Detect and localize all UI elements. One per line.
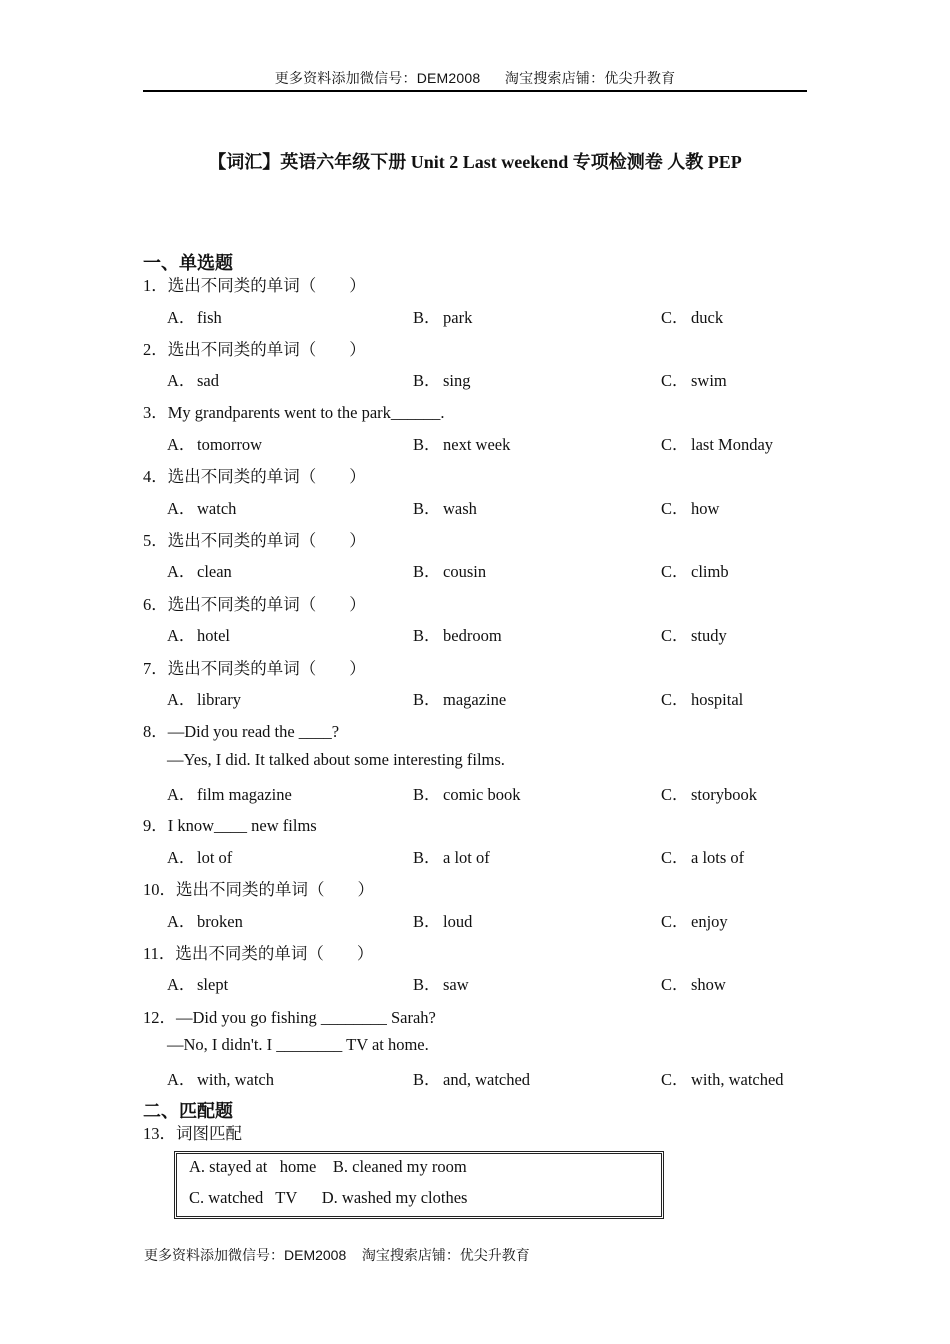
question-number: 7． [143,659,168,678]
options-row [167,1066,867,1088]
option-c[interactable]: C． last Monday [661,435,774,454]
question-stem: 选出不同类的单词（ ） [167,340,366,359]
option-b[interactable]: B． loud [413,912,473,931]
question-9 [143,812,317,836]
option-b[interactable]: B． bedroom [413,626,502,645]
question-8 [143,718,339,742]
header-rule [143,90,807,92]
option-c[interactable]: C． with, watched [661,1070,784,1089]
question-stem: —Did you go fishing ________ Sarah? [176,1008,436,1027]
option-a[interactable]: A．slept [167,975,229,994]
page-header: 更多资料添加微信号：DEM2008 淘宝搜索店铺：优尖升教育 [274,70,676,86]
options-row [167,686,867,708]
options-row [167,304,867,326]
section-heading-single-choice: 一、单选题 [143,253,233,274]
option-a[interactable]: A．broken [167,912,243,931]
option-c[interactable]: C． how [661,499,720,518]
option-b[interactable]: B． magazine [413,690,507,709]
question-stem: 选出不同类的单词（ ） [167,276,366,295]
question-4 [143,463,366,487]
document-title: 【词汇】英语六年级下册 Unit 2 Last weekend 专项检测卷 人教 PEP [208,152,742,172]
question-11 [143,940,373,964]
page-footer: 更多资料添加微信号：DEM2008 淘宝搜索店铺：优尖升教育 [144,1247,530,1263]
question-8-reply: —Yes, I did. It talked about some interesting films. [167,750,505,769]
option-b[interactable]: B． a lot of [413,848,490,867]
question-number: 10． [143,880,176,899]
option-a[interactable]: A．with, watch [167,1070,274,1089]
option-c[interactable]: C． hospital [661,690,744,709]
option-a[interactable]: A．library [167,690,241,709]
options-row [167,367,867,389]
question-number: 13． [143,1124,176,1143]
option-b[interactable]: B． and, watched [413,1070,531,1089]
question-stem: —Did you read the ____? [167,722,340,741]
option-a[interactable]: A．clean [167,562,232,581]
question-1 [143,272,366,296]
question-number: 11． [143,944,176,963]
question-stem: 选出不同类的单词（ ） [167,467,366,486]
option-c[interactable]: C． show [661,975,726,994]
question-number: 6． [143,595,168,614]
question-number: 9． [143,816,168,835]
question-12 [143,1004,436,1028]
question-5 [143,527,366,551]
option-c[interactable]: C． enjoy [661,912,728,931]
question-6 [143,591,366,615]
option-a[interactable]: A．lot of [167,848,233,867]
question-12-reply: —No, I didn't. I ________ TV at home. [167,1035,429,1054]
option-a[interactable]: A．sad [167,371,219,390]
question-number: 3． [143,403,168,422]
question-stem: 选出不同类的单词（ ） [167,595,366,614]
question-3 [143,399,445,423]
word-match-box [174,1151,664,1219]
option-b[interactable]: B． saw [413,975,469,994]
option-b[interactable]: B． sing [413,371,471,390]
question-stem: 选出不同类的单词（ ） [167,659,366,678]
match-words-line-2: C. watched TV D. washed my clothes [189,1188,468,1207]
match-words-line-1: A. stayed at home B. cleaned my room [189,1157,467,1176]
options-row [167,495,867,517]
question-13 [143,1120,242,1144]
options-row [167,971,867,993]
question-number: 1． [143,276,168,295]
question-number: 8． [143,722,168,741]
options-row [167,558,867,580]
option-b[interactable]: B． park [413,308,473,327]
option-b[interactable]: B． cousin [413,562,487,581]
option-c[interactable]: C． duck [661,308,724,327]
question-10 [143,876,374,900]
question-stem: 选出不同类的单词（ ） [176,880,374,899]
question-stem: 选出不同类的单词（ ） [167,531,366,550]
options-row [167,781,867,803]
question-stem: 选出不同类的单词（ ） [175,944,374,963]
option-a[interactable]: A．film magazine [167,785,292,804]
question-number: 12． [143,1008,176,1027]
option-a[interactable]: A．fish [167,308,222,327]
option-a[interactable]: A．hotel [167,626,230,645]
option-c[interactable]: C． study [661,626,727,645]
option-c[interactable]: C． swim [661,371,727,390]
option-c[interactable]: C． storybook [661,785,757,804]
question-stem: I know____ new films [167,816,317,835]
option-b[interactable]: B． comic book [413,785,521,804]
option-c[interactable]: C． a lots of [661,848,745,867]
question-number: 4． [143,467,168,486]
options-row [167,908,867,930]
option-c[interactable]: C． climb [661,562,729,581]
question-stem: 词图匹配 [176,1124,242,1143]
options-row [167,431,867,453]
option-a[interactable]: A．tomorrow [167,435,263,454]
question-2 [143,336,366,360]
question-stem: My grandparents went to the park______. [167,403,445,422]
options-row [167,622,867,644]
options-row [167,844,867,866]
option-a[interactable]: A．watch [167,499,237,518]
question-7 [143,655,366,679]
section-heading-matching: 二、匹配题 [143,1101,233,1122]
question-number: 5． [143,531,168,550]
option-b[interactable]: B． next week [413,435,511,454]
question-number: 2． [143,340,168,359]
option-b[interactable]: B． wash [413,499,477,518]
